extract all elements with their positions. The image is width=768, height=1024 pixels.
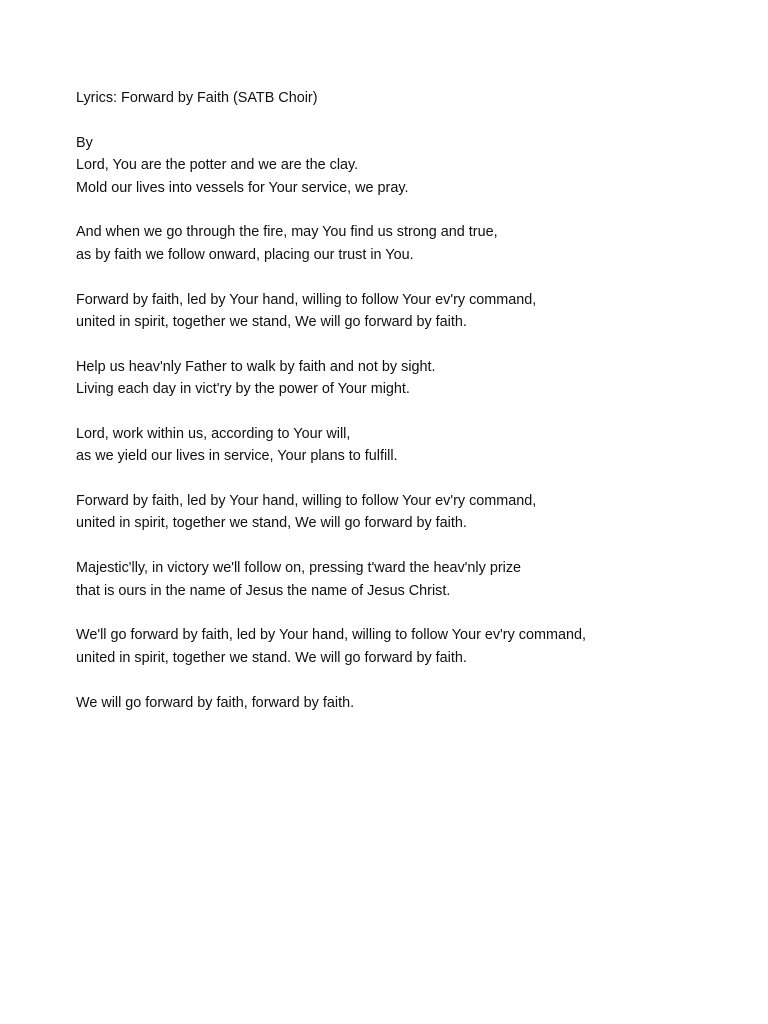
spacer: [76, 602, 736, 624]
lyric-line: Living each day in vict'ry by the power of Your might.: [76, 381, 410, 398]
spacer: [76, 109, 736, 131]
lyric-line: Lord, work within us, according to Your will,: [76, 425, 351, 442]
lyric-line: Help us heav'nly Father to walk by faith and not by sight.: [76, 358, 436, 375]
lyrics-content: [76, 87, 736, 714]
lyric-line: Majestic'lly, in victory we'll follow on, pressing t'ward the heav'nly prize: [76, 560, 522, 577]
lyric-line: united in spirit, together we stand, We will go forward by faith.: [76, 515, 467, 532]
lyric-line: We will go forward by faith, forward by faith.: [76, 694, 355, 711]
spacer: [76, 669, 736, 691]
document-title: Lyrics: Forward by Faith (SATB Choir): [76, 90, 318, 106]
lyric-line: united in spirit, together we stand, We will go forward by faith.: [76, 313, 467, 330]
lyric-line: We'll go forward by faith, led by Your hand, willing to follow Your ev'ry command,: [76, 627, 586, 644]
lyric-line: as we yield our lives in service, Your plans to fulfill.: [76, 448, 398, 465]
lyric-line: Mold our lives into vessels for Your service, we pray.: [76, 179, 409, 196]
lyric-line: as by faith we follow onward, placing our trust in You.: [76, 246, 414, 263]
spacer: [76, 266, 736, 288]
lyric-line: Forward by faith, led by Your hand, willing to follow Your ev'ry command,: [76, 493, 537, 510]
lyric-line: Lord, You are the potter and we are the clay.: [76, 157, 359, 174]
spacer: [76, 333, 736, 355]
byline: By: [76, 134, 93, 151]
spacer: [76, 468, 736, 490]
lyric-line: And when we go through the fire, may You find us strong and true,: [76, 224, 498, 241]
spacer: [76, 400, 736, 422]
spacer: [76, 199, 736, 221]
lyric-line: Forward by faith, led by Your hand, willing to follow Your ev'ry command,: [76, 291, 537, 308]
spacer: [76, 535, 736, 557]
lyric-line: united in spirit, together we stand. We will go forward by faith.: [76, 649, 467, 666]
lyric-line: that is ours in the name of Jesus the name of Jesus Christ.: [76, 582, 451, 599]
